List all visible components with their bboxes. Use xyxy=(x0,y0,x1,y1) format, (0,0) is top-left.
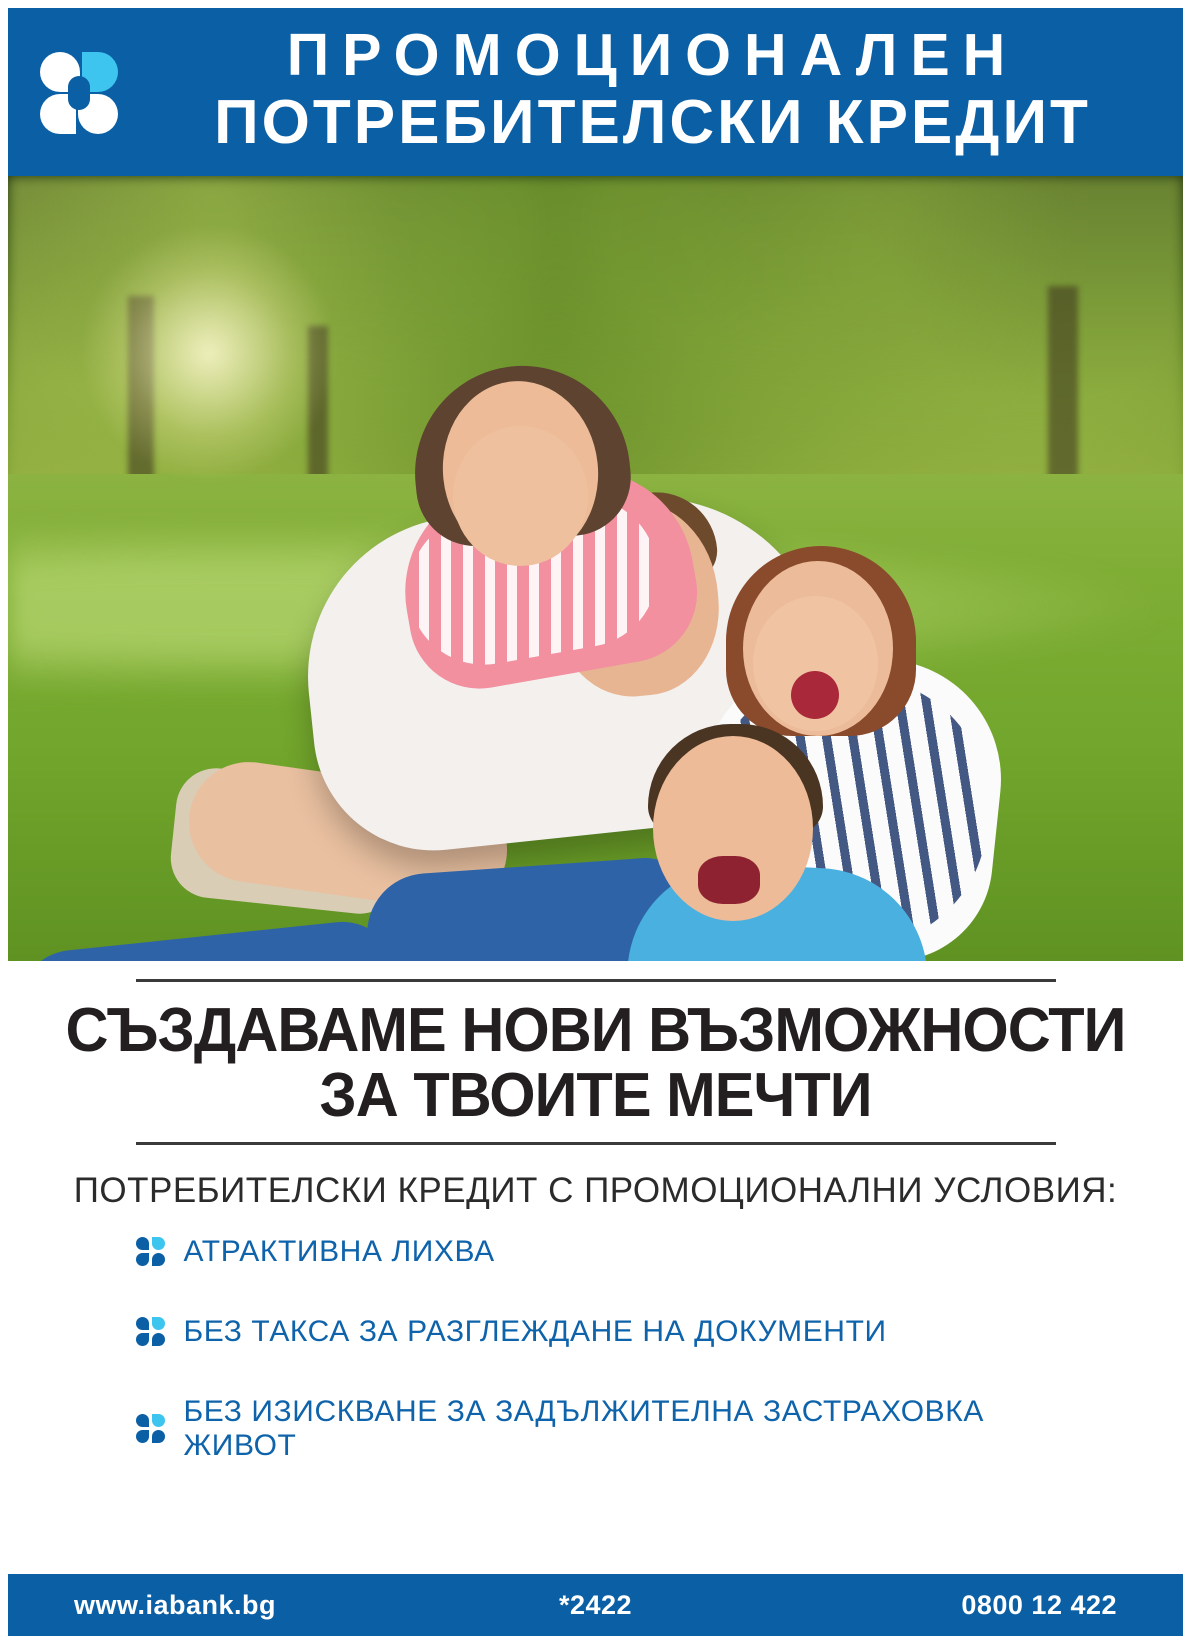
page-title xyxy=(32,982,1160,1142)
ia-bank-logo-icon xyxy=(32,46,124,138)
ia-bank-logo-icon xyxy=(136,1414,166,1444)
poster-footer xyxy=(8,1574,1183,1636)
list-item-label: АТРАКТИВНА ЛИХВА xyxy=(183,1235,495,1269)
sun-flare xyxy=(79,223,339,483)
headline-line2: ЗА ТВОИТЕ МЕЧТИ xyxy=(319,1061,872,1131)
header-title-line2: ПОТРЕБИТЕЛСКИ КРЕДИТ xyxy=(214,88,1091,158)
footer-short-number[interactable]: *2422 xyxy=(558,1589,633,1620)
benefits-list xyxy=(136,1229,1056,1463)
headline-line1: СЪЗДАВАМЕ НОВИ ВЪЗМОЖНОСТИ xyxy=(65,996,1126,1065)
boy-mouth xyxy=(698,856,760,904)
poster-body xyxy=(8,961,1183,1463)
list-item-label: БЕЗ ИЗИСКВАНЕ ЗА ЗАДЪЛЖИТЕЛНА ЗАСТРАХОВКА ЖИВОТ xyxy=(183,1395,984,1463)
poster-header xyxy=(8,8,1183,176)
list-item xyxy=(136,1315,1056,1349)
list-item xyxy=(136,1235,1056,1269)
girl-face xyxy=(453,426,588,566)
footer-website[interactable]: www.iabank.bg xyxy=(74,1589,277,1620)
subheadline: ПОТРЕБИТЕЛСКИ КРЕДИТ С ПРОМОЦИОНАЛНИ УСЛОВИЯ: xyxy=(73,1171,1118,1211)
ia-bank-logo-icon xyxy=(136,1237,166,1267)
mother-mouth xyxy=(791,671,839,719)
header-titles xyxy=(142,22,1183,158)
footer-phone[interactable]: 0800 12 422 xyxy=(961,1589,1118,1620)
hero-photo xyxy=(8,176,1183,961)
list-item-label: БЕЗ ТАКСА ЗА РАЗГЛЕЖДАНЕ НА ДОКУМЕНТИ xyxy=(183,1315,887,1349)
list-item xyxy=(136,1395,1056,1463)
ia-bank-logo-icon xyxy=(136,1317,166,1347)
header-title-line1: ПРОМОЦИОНАЛЕН xyxy=(286,22,1019,89)
